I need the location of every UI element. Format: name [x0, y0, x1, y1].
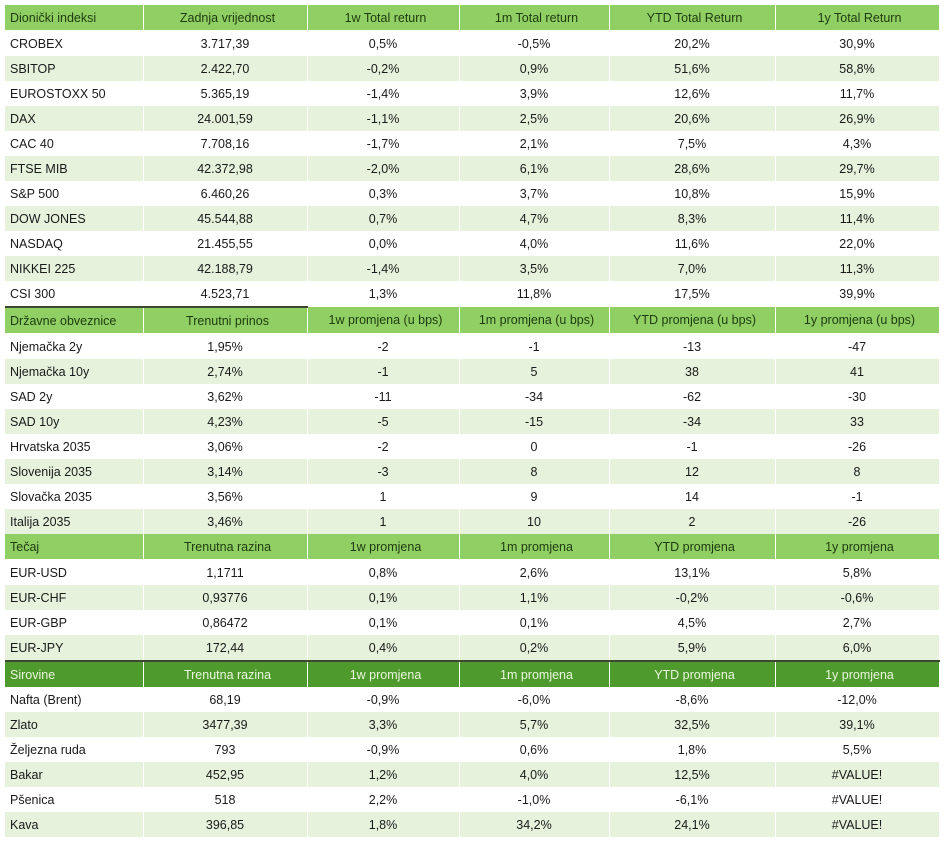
table-cell: -1: [775, 484, 939, 509]
table-cell: 10: [459, 509, 609, 534]
column-header: 1w promjena: [307, 534, 459, 560]
table-row: [5, 334, 939, 360]
table-cell: -1: [459, 334, 609, 360]
column-header: Trenutna razina: [143, 534, 307, 560]
table-cell: 17,5%: [609, 281, 775, 307]
table-cell: 30,9%: [775, 31, 939, 57]
table-cell: -47: [775, 334, 939, 360]
table-cell: 1,95%: [143, 334, 307, 360]
table-cell: -0,9%: [307, 687, 459, 712]
table-cell: 11,3%: [775, 256, 939, 281]
table-cell: 26,9%: [775, 106, 939, 131]
table-cell: 13,1%: [609, 560, 775, 586]
table-cell: 20,6%: [609, 106, 775, 131]
row-label: NASDAQ: [5, 231, 143, 256]
table-cell: 11,8%: [459, 281, 609, 307]
table-cell: 38: [609, 359, 775, 384]
row-label: SBITOP: [5, 56, 143, 81]
row-label: EUR-CHF: [5, 585, 143, 610]
table-cell: 12,5%: [609, 762, 775, 787]
table-cell: 58,8%: [775, 56, 939, 81]
table-cell: 4,5%: [609, 610, 775, 635]
equity-indices-header-row: [5, 5, 939, 31]
table-row: [5, 181, 939, 206]
table-cell: 15,9%: [775, 181, 939, 206]
table-cell: -34: [459, 384, 609, 409]
column-header: 1y promjena (u bps): [775, 307, 939, 334]
column-header: 1m promjena: [459, 534, 609, 560]
table-cell: -1,1%: [307, 106, 459, 131]
row-label: Slovačka 2035: [5, 484, 143, 509]
table-row: [5, 737, 939, 762]
row-label: Bakar: [5, 762, 143, 787]
table-row: [5, 762, 939, 787]
table-cell: -0,5%: [459, 31, 609, 57]
column-header: 1w promjena: [307, 661, 459, 687]
table-cell: 1: [307, 484, 459, 509]
table-row: [5, 434, 939, 459]
table-cell: 39,9%: [775, 281, 939, 307]
table-cell: 5,7%: [459, 712, 609, 737]
table-cell: 8: [459, 459, 609, 484]
table-cell: 42.372,98: [143, 156, 307, 181]
row-label: CAC 40: [5, 131, 143, 156]
table-cell: -1: [307, 359, 459, 384]
table-cell: 42.188,79: [143, 256, 307, 281]
table-cell: 518: [143, 787, 307, 812]
table-cell: 33: [775, 409, 939, 434]
table-row: [5, 812, 939, 837]
table-cell: 2,6%: [459, 560, 609, 586]
table-cell: 45.544,88: [143, 206, 307, 231]
row-label: Zlato: [5, 712, 143, 737]
column-header: YTD promjena: [609, 661, 775, 687]
column-header: 1w promjena (u bps): [307, 307, 459, 334]
table-row: [5, 231, 939, 256]
table-cell: 3,56%: [143, 484, 307, 509]
table-cell: 2: [609, 509, 775, 534]
table-cell: 5,8%: [775, 560, 939, 586]
table-cell: -34: [609, 409, 775, 434]
table-cell: 4,23%: [143, 409, 307, 434]
table-row: [5, 384, 939, 409]
row-label: DOW JONES: [5, 206, 143, 231]
column-header: 1y Total Return: [775, 5, 939, 31]
table-cell: 11,7%: [775, 81, 939, 106]
table-cell: 3,9%: [459, 81, 609, 106]
section-title: Sirovine: [5, 661, 143, 687]
table-cell: 12,6%: [609, 81, 775, 106]
table-cell: 3,3%: [307, 712, 459, 737]
table-cell: 0,5%: [307, 31, 459, 57]
table-cell: -15: [459, 409, 609, 434]
table-cell: 0,4%: [307, 635, 459, 661]
table-cell: 6.460,26: [143, 181, 307, 206]
row-label: FTSE MIB: [5, 156, 143, 181]
market-summary-table: [5, 5, 940, 837]
section-title: Dionički indeksi: [5, 5, 143, 31]
table-cell: 7,5%: [609, 131, 775, 156]
column-header: 1m Total return: [459, 5, 609, 31]
row-label: EUR-JPY: [5, 635, 143, 661]
table-cell: -0,2%: [609, 585, 775, 610]
row-label: NIKKEI 225: [5, 256, 143, 281]
table-cell: -62: [609, 384, 775, 409]
table-cell: -30: [775, 384, 939, 409]
table-cell: 172,44: [143, 635, 307, 661]
table-cell: 2,2%: [307, 787, 459, 812]
row-label: Kava: [5, 812, 143, 837]
row-label: Njemačka 10y: [5, 359, 143, 384]
table-cell: 0,0%: [307, 231, 459, 256]
table-row: [5, 106, 939, 131]
table-cell: 32,5%: [609, 712, 775, 737]
table-cell: 22,0%: [775, 231, 939, 256]
table-row: [5, 31, 939, 57]
commodities-header-row: [5, 661, 939, 687]
table-cell: 2,1%: [459, 131, 609, 156]
table-cell: 1,8%: [307, 812, 459, 837]
table-cell: 452,95: [143, 762, 307, 787]
table-cell: 11,6%: [609, 231, 775, 256]
table-cell: 12: [609, 459, 775, 484]
table-row: [5, 56, 939, 81]
table-cell: 3,14%: [143, 459, 307, 484]
table-row: [5, 409, 939, 434]
table-cell: 3,62%: [143, 384, 307, 409]
table-cell: -13: [609, 334, 775, 360]
row-label: Pšenica: [5, 787, 143, 812]
table-cell: 51,6%: [609, 56, 775, 81]
table-row: [5, 81, 939, 106]
table-cell: -6,1%: [609, 787, 775, 812]
table-cell: 3477,39: [143, 712, 307, 737]
table-row: [5, 585, 939, 610]
table-cell: 5,5%: [775, 737, 939, 762]
table-cell: -8,6%: [609, 687, 775, 712]
government-bonds-header-row: [5, 307, 939, 334]
table-cell: 0: [459, 434, 609, 459]
table-cell: 0,86472: [143, 610, 307, 635]
table-cell: 0,8%: [307, 560, 459, 586]
table-row: [5, 560, 939, 586]
table-cell: 4,0%: [459, 231, 609, 256]
column-header: 1y promjena: [775, 534, 939, 560]
table-cell: 4,7%: [459, 206, 609, 231]
row-label: Slovenija 2035: [5, 459, 143, 484]
table-cell: 0,6%: [459, 737, 609, 762]
table-cell: 24.001,59: [143, 106, 307, 131]
table-cell: 68,19: [143, 687, 307, 712]
table-cell: -2,0%: [307, 156, 459, 181]
table-cell: 0,9%: [459, 56, 609, 81]
table-cell: 2.422,70: [143, 56, 307, 81]
table-cell: -2: [307, 334, 459, 360]
column-header: Trenutni prinos: [143, 307, 307, 334]
row-label: SAD 10y: [5, 409, 143, 434]
table-cell: 0,1%: [307, 610, 459, 635]
table-cell: -0,6%: [775, 585, 939, 610]
table-cell: 21.455,55: [143, 231, 307, 256]
column-header: 1w Total return: [307, 5, 459, 31]
section-title: Državne obveznice: [5, 307, 143, 334]
column-header: 1m promjena: [459, 661, 609, 687]
exchange-rates-header-row: [5, 534, 939, 560]
table-row: [5, 509, 939, 534]
table-cell: 14: [609, 484, 775, 509]
column-header: YTD Total Return: [609, 5, 775, 31]
table-cell: 5: [459, 359, 609, 384]
section-title: Tečaj: [5, 534, 143, 560]
table-cell: 6,0%: [775, 635, 939, 661]
table-cell: -1: [609, 434, 775, 459]
table-row: [5, 610, 939, 635]
table-cell: 2,5%: [459, 106, 609, 131]
table-cell: -0,2%: [307, 56, 459, 81]
table-cell: 34,2%: [459, 812, 609, 837]
table-cell: 1,3%: [307, 281, 459, 307]
table-row: [5, 712, 939, 737]
table-cell: 39,1%: [775, 712, 939, 737]
table-cell: 0,93776: [143, 585, 307, 610]
table-cell: 11,4%: [775, 206, 939, 231]
table-cell: -5: [307, 409, 459, 434]
row-label: Željezna ruda: [5, 737, 143, 762]
table-cell: 3,46%: [143, 509, 307, 534]
market-summary-table-container: [5, 5, 939, 837]
table-cell: -1,4%: [307, 81, 459, 106]
row-label: Njemačka 2y: [5, 334, 143, 360]
table-cell: 29,7%: [775, 156, 939, 181]
row-label: Italija 2035: [5, 509, 143, 534]
table-cell: 8: [775, 459, 939, 484]
table-cell: 1,2%: [307, 762, 459, 787]
table-row: [5, 459, 939, 484]
row-label: CROBEX: [5, 31, 143, 57]
table-row: [5, 281, 939, 307]
table-cell: 0,1%: [459, 610, 609, 635]
table-cell: #VALUE!: [775, 787, 939, 812]
table-cell: 793: [143, 737, 307, 762]
table-cell: -0,9%: [307, 737, 459, 762]
table-row: [5, 206, 939, 231]
table-cell: 3.717,39: [143, 31, 307, 57]
row-label: SAD 2y: [5, 384, 143, 409]
table-cell: 0,1%: [307, 585, 459, 610]
table-cell: 0,3%: [307, 181, 459, 206]
table-row: [5, 156, 939, 181]
column-header: YTD promjena (u bps): [609, 307, 775, 334]
row-label: CSI 300: [5, 281, 143, 307]
table-cell: #VALUE!: [775, 812, 939, 837]
table-cell: 9: [459, 484, 609, 509]
row-label: EUR-USD: [5, 560, 143, 586]
table-cell: -26: [775, 434, 939, 459]
column-header: YTD promjena: [609, 534, 775, 560]
column-header: Trenutna razina: [143, 661, 307, 687]
table-cell: -26: [775, 509, 939, 534]
table-cell: 7.708,16: [143, 131, 307, 156]
table-row: [5, 131, 939, 156]
table-cell: -2: [307, 434, 459, 459]
table-cell: 1,1%: [459, 585, 609, 610]
table-cell: #VALUE!: [775, 762, 939, 787]
table-cell: 8,3%: [609, 206, 775, 231]
row-label: DAX: [5, 106, 143, 131]
table-cell: -1,0%: [459, 787, 609, 812]
row-label: S&P 500: [5, 181, 143, 206]
table-cell: 1: [307, 509, 459, 534]
table-cell: -12,0%: [775, 687, 939, 712]
table-row: [5, 484, 939, 509]
table-cell: 6,1%: [459, 156, 609, 181]
table-row: [5, 359, 939, 384]
table-cell: 5,9%: [609, 635, 775, 661]
table-row: [5, 256, 939, 281]
table-cell: -3: [307, 459, 459, 484]
table-cell: 2,7%: [775, 610, 939, 635]
table-cell: -1,7%: [307, 131, 459, 156]
table-cell: 396,85: [143, 812, 307, 837]
row-label: Hrvatska 2035: [5, 434, 143, 459]
table-cell: -11: [307, 384, 459, 409]
column-header: Zadnja vrijednost: [143, 5, 307, 31]
table-cell: 5.365,19: [143, 81, 307, 106]
table-cell: 0,2%: [459, 635, 609, 661]
row-label: EUROSTOXX 50: [5, 81, 143, 106]
table-cell: 2,74%: [143, 359, 307, 384]
table-cell: 41: [775, 359, 939, 384]
column-header: 1m promjena (u bps): [459, 307, 609, 334]
table-cell: 3,7%: [459, 181, 609, 206]
table-cell: 3,5%: [459, 256, 609, 281]
table-row: [5, 787, 939, 812]
table-cell: 20,2%: [609, 31, 775, 57]
table-cell: -6,0%: [459, 687, 609, 712]
table-cell: 10,8%: [609, 181, 775, 206]
table-cell: 4,0%: [459, 762, 609, 787]
table-cell: 1,1711: [143, 560, 307, 586]
table-cell: 4,3%: [775, 131, 939, 156]
row-label: EUR-GBP: [5, 610, 143, 635]
table-cell: 3,06%: [143, 434, 307, 459]
table-cell: 4.523,71: [143, 281, 307, 307]
table-cell: 24,1%: [609, 812, 775, 837]
table-cell: 1,8%: [609, 737, 775, 762]
table-cell: 28,6%: [609, 156, 775, 181]
table-cell: 0,7%: [307, 206, 459, 231]
column-header: 1y promjena: [775, 661, 939, 687]
table-cell: 7,0%: [609, 256, 775, 281]
table-cell: -1,4%: [307, 256, 459, 281]
table-row: [5, 635, 939, 661]
row-label: Nafta (Brent): [5, 687, 143, 712]
table-row: [5, 687, 939, 712]
